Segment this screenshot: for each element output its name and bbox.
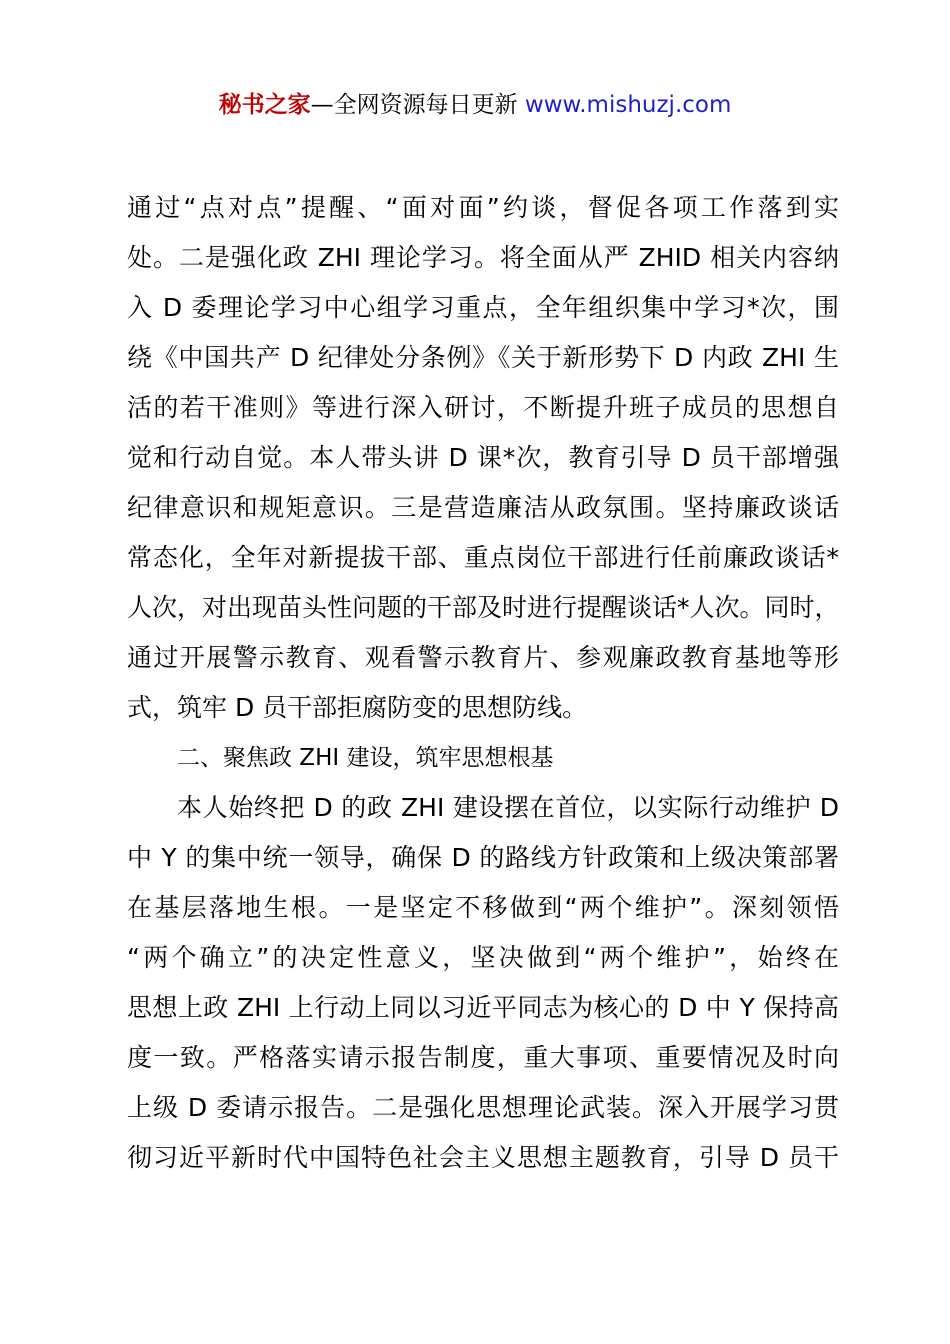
text-line: 觉和行动自觉。本人带头讲 D 课*次，教育引导 D 员干部增强 <box>127 443 839 472</box>
text-line: 度一致。严格落实请示报告制度，重大事项、重要情况及时向 <box>127 1043 839 1072</box>
brand-name: 秘书之家 <box>218 92 311 118</box>
document-body <box>127 183 839 1183</box>
text-line: 常态化，全年对新提拔干部、重点岗位干部进行任前廉政谈话* <box>127 543 839 572</box>
text-line: 通过开展警示教育、观看警示教育片、参观廉政教育基地等形 <box>127 643 839 672</box>
text-line: 在基层落地生根。一是坚定不移做到“两个维护”。深刻领悟 <box>127 893 839 922</box>
text-line: 上级 D 委请示报告。二是强化思想理论武装。深入开展学习贯 <box>127 1093 839 1122</box>
text-line: 纪律意识和规矩意识。三是营造廉洁从政氛围。坚持廉政谈话 <box>127 493 839 522</box>
header-tagline: —全网资源每日更新 <box>310 92 518 118</box>
section-heading: 二、聚焦政 ZHI 建设，筑牢思想根基 <box>177 745 554 771</box>
text-line: 处。二是强化政 ZHI 理论学习。将全面从严 ZHID 相关内容纳 <box>127 243 839 272</box>
page-header <box>0 86 950 124</box>
text-line: 中 Y 的集中统一领导，确保 D 的路线方针政策和上级决策部署 <box>127 843 839 872</box>
text-line: “两个确立”的决定性意义，坚决做到“两个维护”，始终在 <box>127 943 839 972</box>
text-line: 活的若干准则》等进行深入研讨，不断提升班子成员的思想自 <box>127 393 839 422</box>
paragraph-end-line: 式，筑牢 D 员干部拒腐防变的思想防线。 <box>127 693 588 722</box>
paragraph-first-line: 本人始终把 D 的政 ZHI 建设摆在首位，以实际行动维护 D <box>177 793 839 822</box>
text-line: 彻习近平新时代中国特色社会主义思想主题教育，引导 D 员干 <box>127 1143 839 1172</box>
text-line: 绕《中国共产 D 纪律处分条例》《关于新形势下 D 内政 ZHI 生 <box>127 343 839 372</box>
text-line: 人次，对出现苗头性问题的干部及时进行提醒谈话*人次。同时， <box>127 593 840 622</box>
text-line: 入 D 委理论学习中心组学习重点，全年组织集中学习*次，围 <box>127 293 839 322</box>
site-url-link[interactable]: www.mishuzj.com <box>524 92 732 118</box>
text-line: 通过“点对点”提醒、“面对面”约谈，督促各项工作落到实 <box>127 193 839 222</box>
text-line: 思想上政 ZHI 上行动上同以习近平同志为核心的 D 中 Y 保持高 <box>127 993 839 1022</box>
